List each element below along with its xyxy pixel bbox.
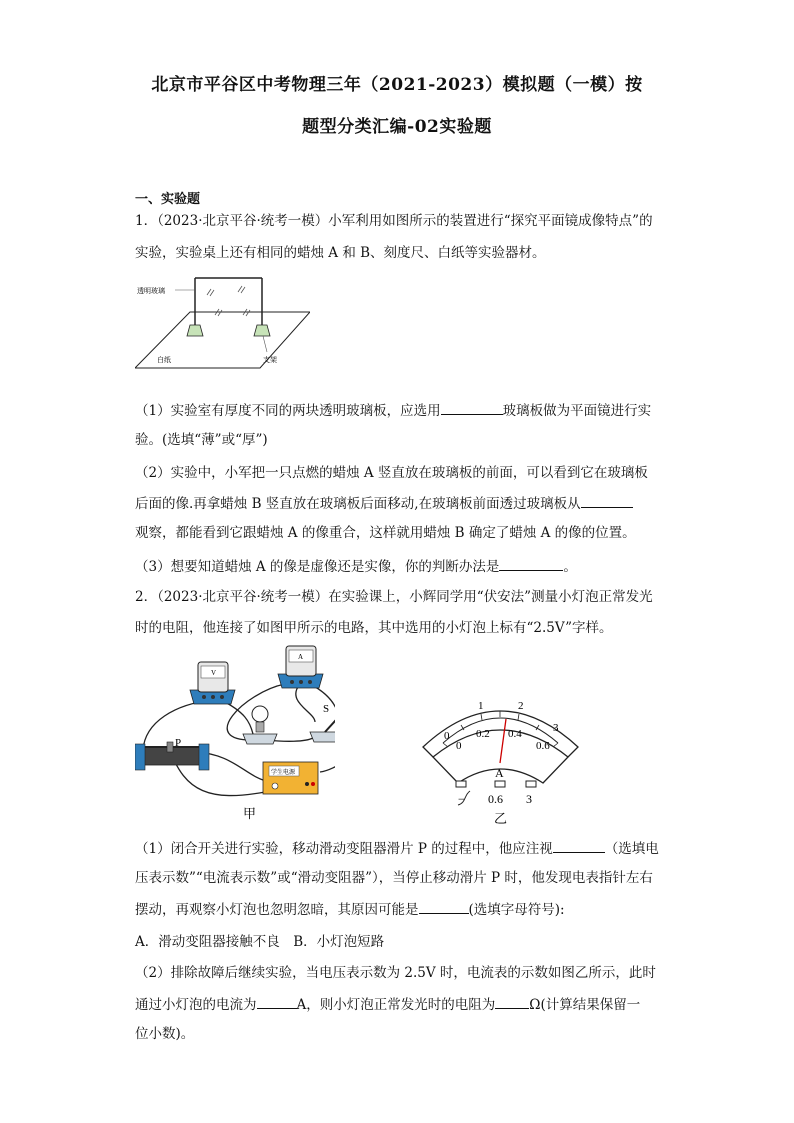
terminal-negative: − (458, 792, 465, 806)
document-title-line1: 北京市平谷区中考物理三年（2021-2023）模拟题（一模）按 (151, 75, 643, 95)
answer-blank[interactable] (257, 994, 297, 1009)
voltmeter-icon (190, 662, 235, 704)
inner-tick-1: 0.2 (476, 728, 490, 740)
outer-tick-3: 3 (553, 722, 559, 734)
rheostat-icon (135, 737, 209, 770)
inner-tick-0: 0 (456, 740, 462, 752)
q1-sub3: （3）想要知道蜡烛 A 的像是虚像还是实像，你的判断办法是 。 (135, 556, 665, 577)
q1-line2: 实验，实验桌上还有相同的蜡烛 A 和 B、刻度尺、白纸等实验器材。 (135, 245, 546, 261)
power-supply-icon (263, 762, 318, 794)
dial-unit: A (495, 766, 504, 780)
document-title-line2: 题型分类汇编-02实验题 (302, 117, 492, 137)
q2-choices: A．滑动变阻器接触不良 B．小灯泡短路 (135, 934, 385, 950)
inner-tick-3: 0.6 (536, 740, 550, 752)
q1-line1: 1．（2023·北京平谷·统考一模）小军利用如图所示的装置进行“探究平面镜成像特点”的 (135, 213, 653, 229)
answer-blank[interactable] (553, 838, 605, 853)
outer-tick-2: 2 (518, 700, 524, 712)
answer-blank[interactable] (441, 400, 503, 415)
q1-sub2-line2: 后面的像.再拿蜡烛 B 竖直放在玻璃板后面移动,在玻璃板前面透过玻璃板从 (135, 493, 665, 514)
answer-blank[interactable] (581, 493, 633, 508)
q2-sub2-line1: （2）排除故障后继续实验，当电压表示数为 2.5V 时，电流表的示数如图乙所示，此时 (135, 965, 656, 981)
q2-sub1-line1: （1）闭合开关进行实验，移动滑动变阻器滑片 P 的过程中，他应注视 （选填电 (135, 838, 665, 859)
label-white-paper: 白纸 (157, 356, 171, 364)
terminal-0-6: 0.6 (488, 792, 503, 806)
ammeter-icon (278, 646, 323, 688)
answer-blank[interactable] (495, 994, 529, 1009)
q2-sub2-line3: 位小数)。 (135, 1026, 195, 1042)
answer-blank[interactable] (499, 556, 563, 571)
q2-line2: 时的电阻，他连接了如图甲所示的电路，其中选用的小灯泡上标有“2.5V”字样。 (135, 620, 613, 636)
q1-sub1-line1: （1）实验室有厚度不同的两块透明玻璃板，应选用 玻璃板做为平面镜进行实 (135, 400, 665, 421)
q1-sub2-line3: 观察，都能看到它跟蜡烛 A 的像重合，这样就用蜡烛 B 确定了蜡烛 A 的像的位置。 (135, 525, 636, 541)
svg-text:A: A (298, 653, 304, 661)
label-glass: 透明玻璃 (137, 287, 165, 295)
q2-sub1-line2: 压表示数”“电流表示数”或“滑动变阻器”），当停止移动滑片 P 时，他发现电表指针左右 (135, 870, 653, 886)
ammeter-dial-figure (418, 685, 583, 840)
q1-sub2-line1: （2）实验中，小军把一只点燃的蜡烛 A 竖直放在玻璃板的前面，可以看到它在玻璃板 (135, 465, 648, 481)
mirror-experiment-figure (135, 270, 310, 380)
switch-icon (310, 703, 335, 742)
label-stand: 支架 (263, 356, 277, 364)
circuit-figure (135, 642, 335, 822)
q2-sub2-line2: 通过小灯泡的电流为 A，则小灯泡正常发光时的电阻为 Ω(计算结果保留一 (135, 994, 665, 1015)
q1-sub1-line2: 验。(选填“薄”或“厚”) (135, 432, 268, 448)
terminal-3: 3 (526, 792, 532, 806)
outer-tick-1: 1 (478, 700, 484, 712)
q2-sub1-line3: 摆动，再观察小灯泡也忽明忽暗，其原因可能是 (选填字母符号): (135, 899, 665, 920)
answer-blank[interactable] (419, 899, 469, 914)
light-bulb-icon (243, 706, 277, 744)
outer-tick-0: 0 (444, 730, 450, 742)
figure-caption-jia: 甲 (243, 806, 257, 821)
svg-text:S: S (323, 703, 330, 715)
svg-text:学生电源: 学生电源 (271, 770, 296, 776)
svg-text:P: P (175, 737, 182, 749)
svg-text:V: V (211, 669, 217, 677)
inner-tick-2: 0.4 (508, 728, 522, 740)
figure-caption-yi: 乙 (494, 811, 508, 826)
section-heading: 一、实验题 (135, 192, 201, 207)
q2-line1: 2．（2023·北京平谷·统考一模）在实验课上，小辉同学用“伏安法”测量小灯泡正常发光 (135, 589, 653, 605)
